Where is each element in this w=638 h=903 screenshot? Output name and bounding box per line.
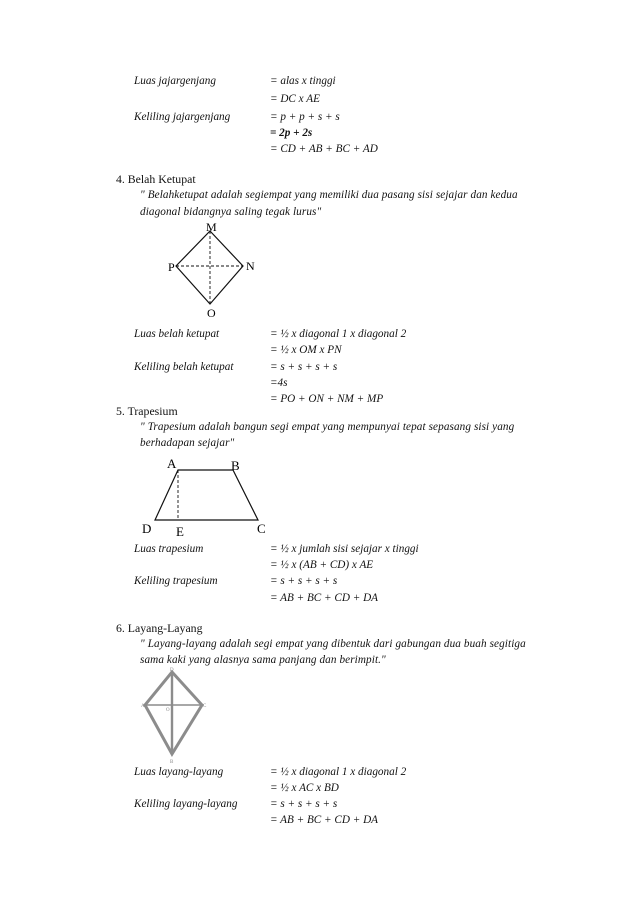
kite-vertex-label-b: B xyxy=(170,760,174,764)
keliling-layang-layang-line-2: = AB + BC + CD + DA xyxy=(270,814,378,826)
trapezoid-diagram xyxy=(138,452,278,542)
kite-vertex-label-d: D xyxy=(170,668,174,673)
vertex-label-o: O xyxy=(207,306,216,318)
keliling-belah-ketupat-line-3: = PO + ON + NM + MP xyxy=(270,393,384,405)
section-heading-layang-layang: 6. Layang-Layang xyxy=(116,621,203,635)
definition-belah-ketupat-line-1: " Belahketupat adalah segiempat yang memiliki dua pasang sisi sejajar dan kedua xyxy=(140,189,518,201)
vertex-label-c: C xyxy=(257,521,266,536)
vertex-label-n: N xyxy=(246,259,255,273)
keliling-trapesium-line-2: = AB + BC + CD + DA xyxy=(270,592,378,604)
trapezoid-shape xyxy=(155,470,258,520)
rhombus-diagram xyxy=(160,218,270,318)
keliling-belah-ketupat-label: Keliling belah ketupat xyxy=(134,361,234,373)
luas-trapesium-label: Luas trapesium xyxy=(134,543,204,555)
keliling-layang-layang-line-1: = s + s + s + s xyxy=(270,798,338,810)
keliling-belah-ketupat-line-1: = s + s + s + s xyxy=(270,361,338,373)
keliling-layang-layang-label: Keliling layang-layang xyxy=(134,798,238,810)
vertex-label-d: D xyxy=(142,521,152,536)
vertex-label-b: B xyxy=(231,458,240,473)
kite-shape xyxy=(145,672,202,754)
keliling-jajargenjang-line-3: = CD + AB + BC + AD xyxy=(270,143,378,155)
luas-layang-layang-label: Luas layang-layang xyxy=(134,766,224,778)
luas-trapesium-line-2: = ½ x (AB + CD) x AE xyxy=(270,559,374,571)
vertex-label-e: E xyxy=(176,524,184,539)
vertex-label-a: A xyxy=(167,456,177,471)
keliling-jajargenjang-label: Keliling jajargenjang xyxy=(134,111,231,123)
vertex-label-m: M xyxy=(206,220,217,234)
keliling-jajargenjang-line-1: = p + p + s + s xyxy=(270,111,340,123)
luas-belah-ketupat-label: Luas belah ketupat xyxy=(134,328,220,340)
keliling-trapesium-label: Keliling trapesium xyxy=(134,575,218,587)
luas-trapesium-line-1: = ½ x jumlah sisi sejajar x tinggi xyxy=(270,543,419,555)
luas-layang-layang-line-1: = ½ x diagonal 1 x diagonal 2 xyxy=(270,766,407,778)
section-heading-belah-ketupat: 4. Belah Ketupat xyxy=(116,172,196,186)
kite-vertex-label-c: C xyxy=(203,704,207,709)
luas-belah-ketupat-line-2: = ½ x OM x PN xyxy=(270,344,342,356)
luas-jajargenjang-label: Luas jajargenjang xyxy=(134,75,216,87)
keliling-trapesium-line-1: = s + s + s + s xyxy=(270,575,338,587)
section-heading-trapesium: 5. Trapesium xyxy=(116,404,178,418)
vertex-label-p: P xyxy=(168,260,175,274)
luas-jajargenjang-line-2: = DC x AE xyxy=(270,93,320,105)
definition-trapesium-line-1: " Trapesium adalah bangun segi empat yang mempunyai tepat sepasang sisi yang xyxy=(140,421,515,433)
definition-belah-ketupat-line-2: diagonal bidangnya saling tegak lurus" xyxy=(140,206,322,218)
kite-vertex-label-o: O xyxy=(166,708,170,713)
definition-layang-layang-line-2: sama kaki yang alasnya sama panjang dan berimpit." xyxy=(140,654,386,666)
kite-vertex-label-a: A xyxy=(141,704,145,709)
luas-belah-ketupat-line-1: = ½ x diagonal 1 x diagonal 2 xyxy=(270,328,407,340)
rhombus-shape xyxy=(176,231,243,304)
keliling-jajargenjang-line-2: = 2p + 2s xyxy=(270,127,313,139)
luas-layang-layang-line-2: = ½ x AC x BD xyxy=(270,782,339,794)
definition-layang-layang-line-1: " Layang-layang adalah segi empat yang dibentuk dari gabungan dua buah segitiga xyxy=(140,638,526,650)
luas-jajargenjang-line-1: = alas x tinggi xyxy=(270,75,336,87)
keliling-belah-ketupat-line-2: =4s xyxy=(270,377,288,389)
kite-diagram xyxy=(138,664,214,764)
definition-trapesium-line-2: berhadapan sejajar" xyxy=(140,437,235,449)
